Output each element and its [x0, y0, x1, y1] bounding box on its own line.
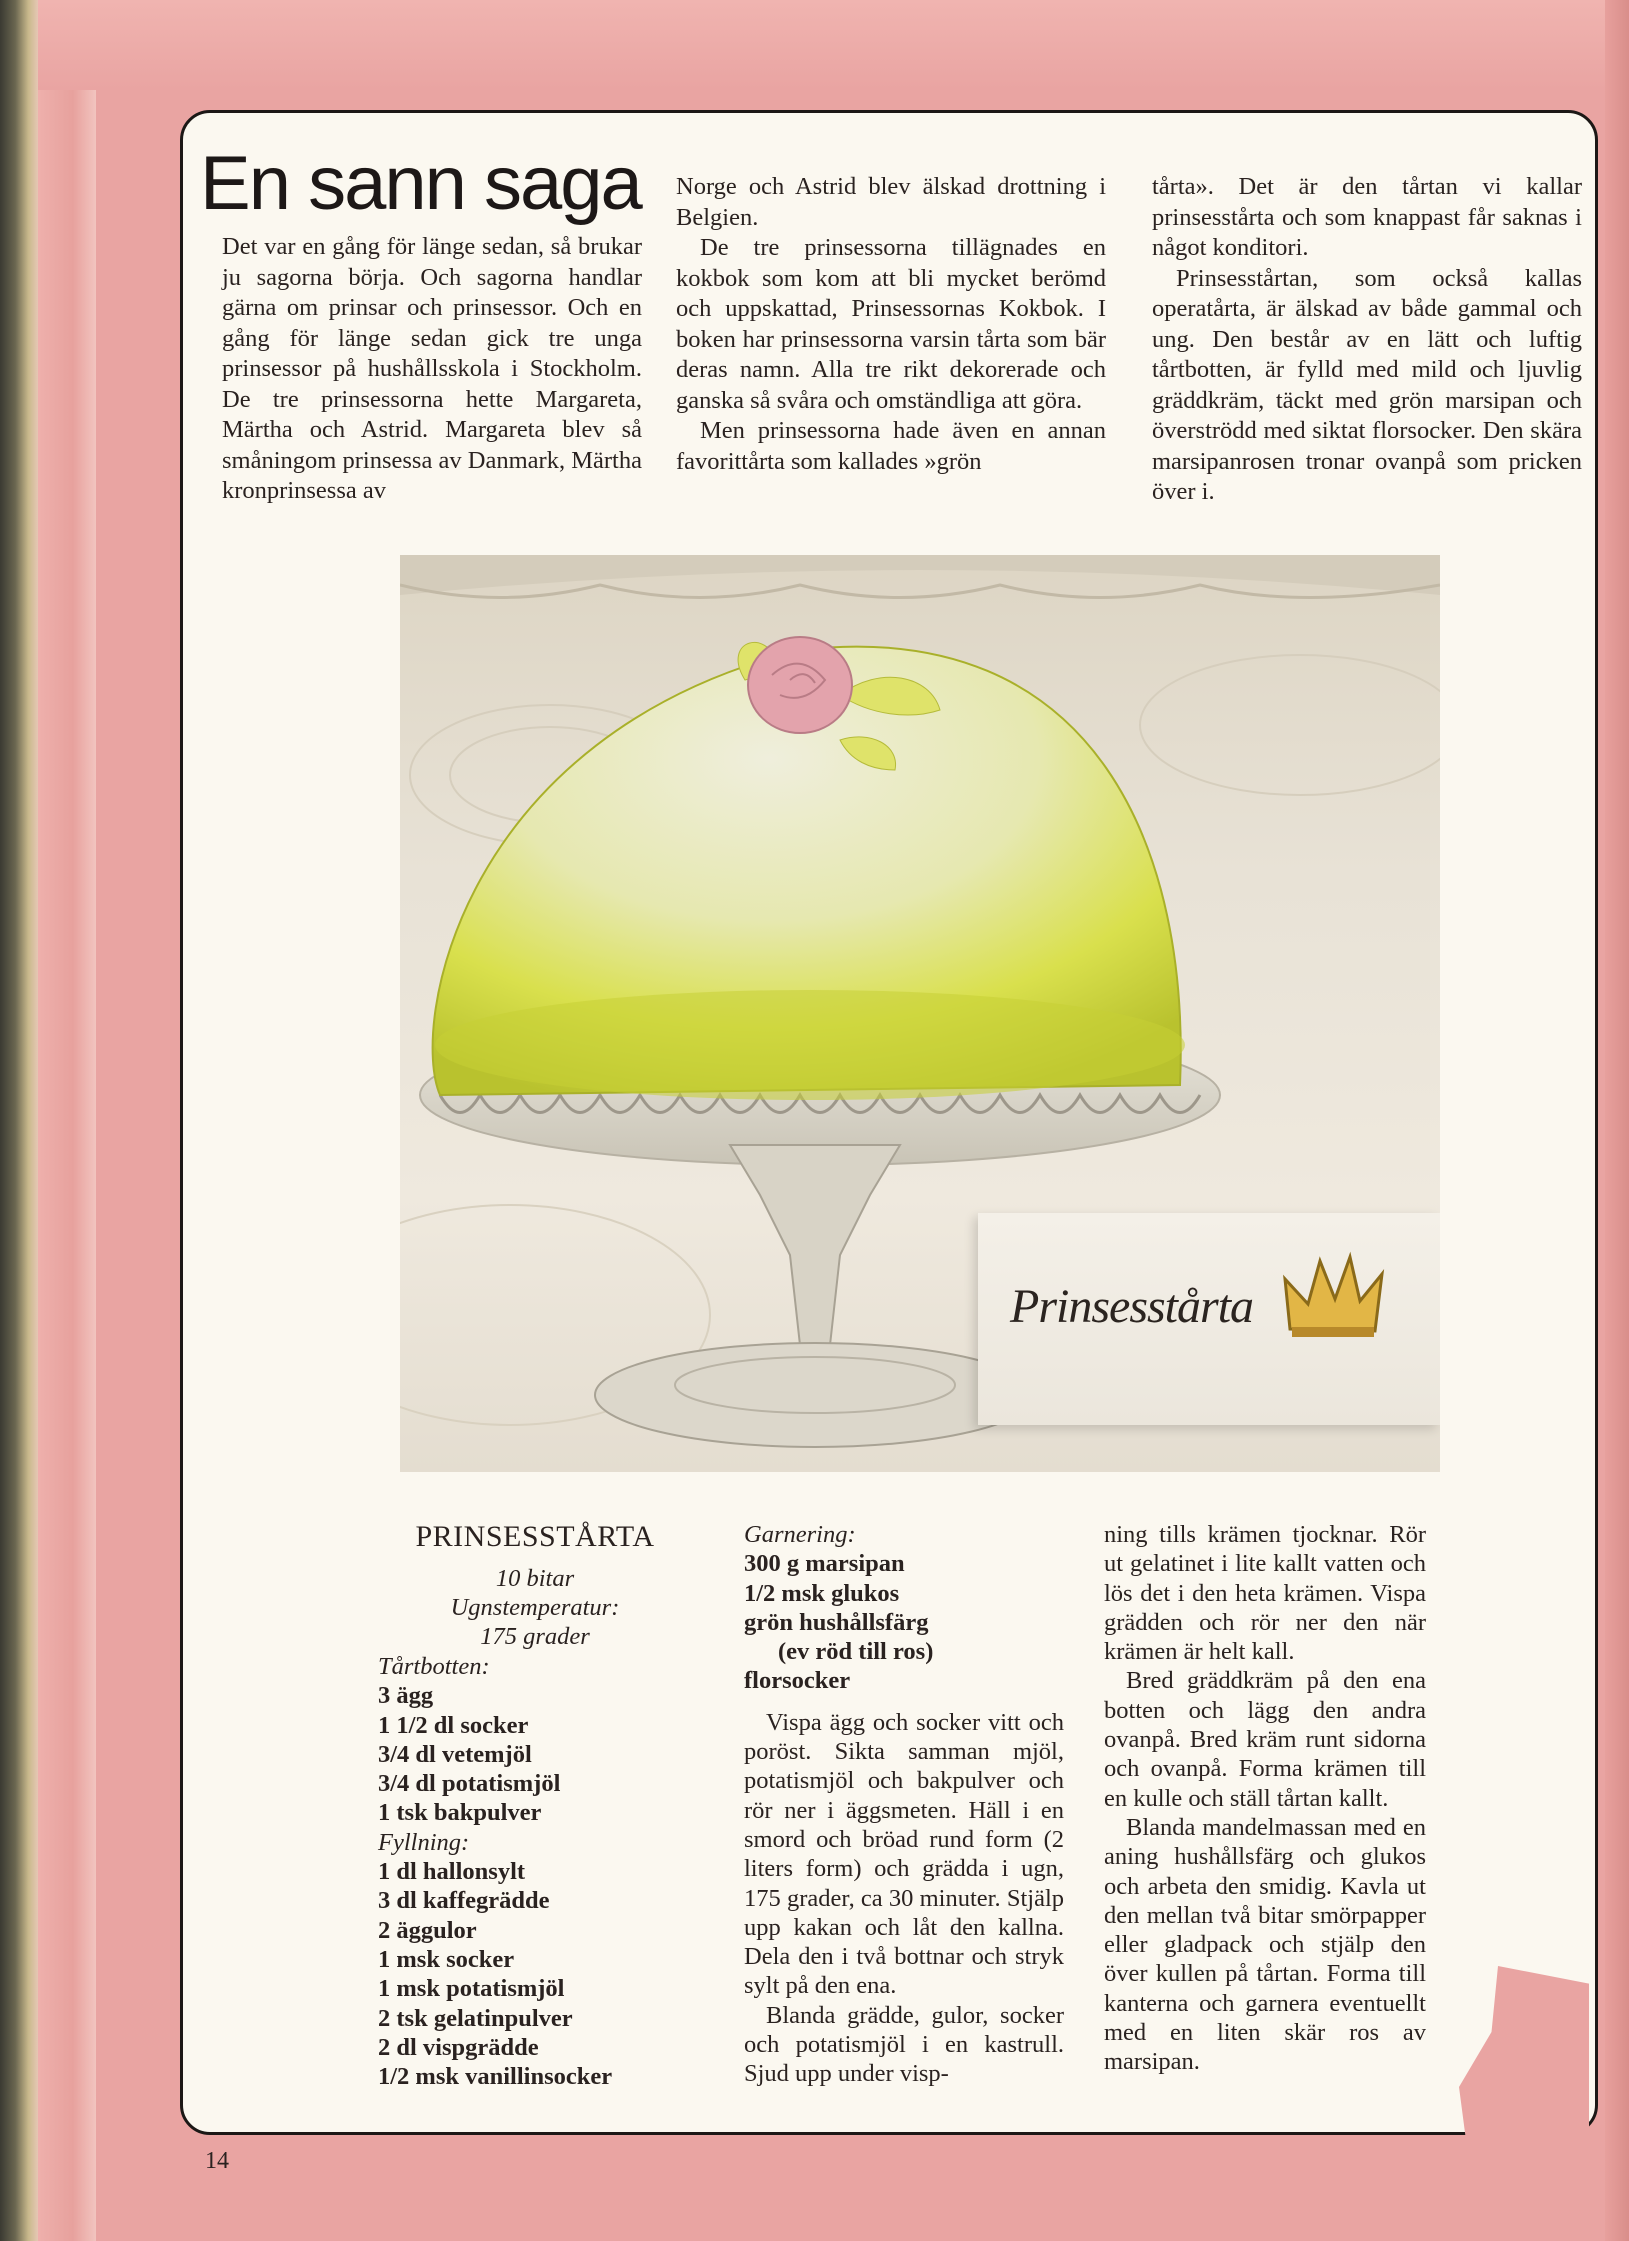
method-paragraph: Blanda grädde, gulor, socker och potatismjöl i en kastrull. Sjud upp under visp-	[744, 2001, 1064, 2088]
page-right-edge	[1605, 0, 1629, 2241]
ingredient-heading: Fyllning:	[378, 1828, 470, 1856]
ingredient-item: 1/2 msk glukos	[744, 1579, 900, 1607]
ingredient-item: 1 tsk bakpulver	[378, 1799, 542, 1827]
ingredient-item: 3/4 dl potatismjöl	[378, 1770, 561, 1798]
article-paragraph: Det var en gång för länge sedan, så brukar ju sagorna börja. Och sagorna handlar gärna om prinsar och prinsessor. Och en gång för länge sedan gick tre unga prinsessor på hushållsskola i Stockholm. De tre prinsessorna hette Margareta, Märtha och Astrid. Margareta blev så småningom prinsessa av Danmark, Märtha kronprinsessa av	[222, 233, 642, 504]
marzipan-rose	[748, 637, 852, 733]
ingredient-item: 2 dl vispgrädde	[378, 2033, 539, 2061]
recipe-method-col2	[744, 1708, 1064, 2089]
recipe-title: PRINSESSTÅRTA	[415, 1520, 655, 1553]
ingredient-item: 300 g marsipan	[744, 1550, 905, 1578]
ingredient-item: 3 dl kaffegrädde	[378, 1887, 550, 1915]
page-top-band	[38, 0, 1629, 90]
ingredient-item: 1 msk socker	[378, 1945, 515, 1973]
article-paragraph: Men prinsessorna hade även en annan favorittårta som kallades »grön	[676, 417, 1106, 475]
method-paragraph: Bred gräddkräm på den ena botten och lägg den andra ovanpå. Bred kräm runt sidorna och ovanpå. Forma krämen till en kulle och ställ tårtan kallt.	[1104, 1667, 1426, 1812]
crown-icon	[1280, 1249, 1390, 1349]
article-paragraph: Norge och Astrid blev älskad drottning i Belgien.	[676, 173, 1106, 231]
ingredient-item: 3/4 dl vetemjöl	[378, 1740, 532, 1768]
photo-label-card	[978, 1213, 1440, 1425]
ingredient-item: (ev röd till ros)	[778, 1638, 934, 1666]
magazine-binding	[0, 0, 38, 2241]
recipe-oven-label: Ugnstemperatur:	[450, 1594, 620, 1621]
page-title: En sann saga	[200, 141, 641, 226]
ingredient-heading: Tårtbotten:	[378, 1653, 490, 1680]
lace-background	[400, 555, 1440, 595]
method-paragraph: Vispa ägg och socker vitt och poröst. Sikta samman mjöl, potatismjöl och bakpulver och rör ner i äggsmeten. Häll i en smord och bröad rund form (2 liters form) och grädda i ugn, 175 grader, ca 30 minuter. Stjälp upp kakan och låt den kallna. Dela den i två bottnar och stryk sylt på den ena.	[744, 1708, 1064, 2000]
recipe-ingredients-list	[378, 1652, 698, 2091]
article-paragraph: tårta». Det är den tårtan vi kallar prinsesstårta och som knappast får saknas i något konditori.	[1152, 173, 1582, 261]
photo-label-text: Prinsesstårta	[1010, 1280, 1254, 1333]
method-paragraph: ning tills krämen tjocknar. Rör ut gelatinet i lite kallt vatten och lös det i den heta krämen. Vispa grädden och rör ner den när krämen är helt kall.	[1104, 1521, 1426, 1666]
ingredient-item: 1 1/2 dl socker	[378, 1711, 529, 1739]
cake-photo	[400, 555, 1440, 1472]
ingredient-heading: Garnering:	[744, 1521, 856, 1548]
ingredient-item: 1 dl hallonsylt	[378, 1858, 526, 1886]
article-paragraph: De tre prinsessorna tillägnades en kokbok som kom att bli mycket berömd och uppskattad, Prinsessornas Kokbok. I boken har prinsessorna varsin tårta som bär deras namn. Alla tre rikt dekorerade och ganska så svåra och omständliga att göra.	[676, 234, 1106, 414]
recipe-servings: 10 bitar	[495, 1565, 575, 1592]
ingredient-item: 2 äggulor	[378, 1916, 477, 1944]
recipe-column-2	[744, 1520, 1064, 2089]
cake-stand-base	[595, 1343, 1035, 1447]
article-column-1	[222, 232, 642, 507]
article-column-2	[676, 172, 1106, 477]
ingredient-item: 1/2 msk vanillinsocker	[378, 2063, 613, 2091]
page-edge-strip	[38, 0, 96, 2241]
ingredient-item: grön hushållsfärg	[744, 1608, 929, 1636]
ingredient-item: 3 ägg	[378, 1682, 434, 1710]
article-column-3	[1152, 172, 1582, 508]
recipe-method-col3	[1104, 1520, 1426, 2077]
ingredient-item: 2 tsk gelatinpulver	[378, 2004, 573, 2032]
ingredient-item: 1 msk potatismjöl	[378, 1975, 565, 2003]
article-paragraph: Prinsesstårtan, som också kallas operatårta, är älskad av både gammal och ung. Den består av en lätt och luftig tårtbotten, är fylld med mild och ljuvlig gräddkräm, täckt med grön marsipan och överströdd med siktat florsocker. Den skära marsipanrosen tronar ovanpå som pricken över i.	[1152, 264, 1582, 505]
cake-stand-stem	[730, 1145, 900, 1345]
recipe-column-3	[1104, 1520, 1426, 2077]
method-paragraph: Blanda mandelmassan med en aning hushållsfärg och glukos och arbeta den smidig. Kavla ut den mellan två bitar smörpapper eller gladpack och stjälp den över kullen på tårtan. Forma till kanterna och garnera eventuellt med en liten skär ros av marsipan.	[1104, 1813, 1426, 2076]
recipe-oven-value: 175 grader	[480, 1623, 590, 1650]
ingredient-item: florsocker	[744, 1667, 851, 1695]
page-number: 14	[205, 2148, 229, 2174]
